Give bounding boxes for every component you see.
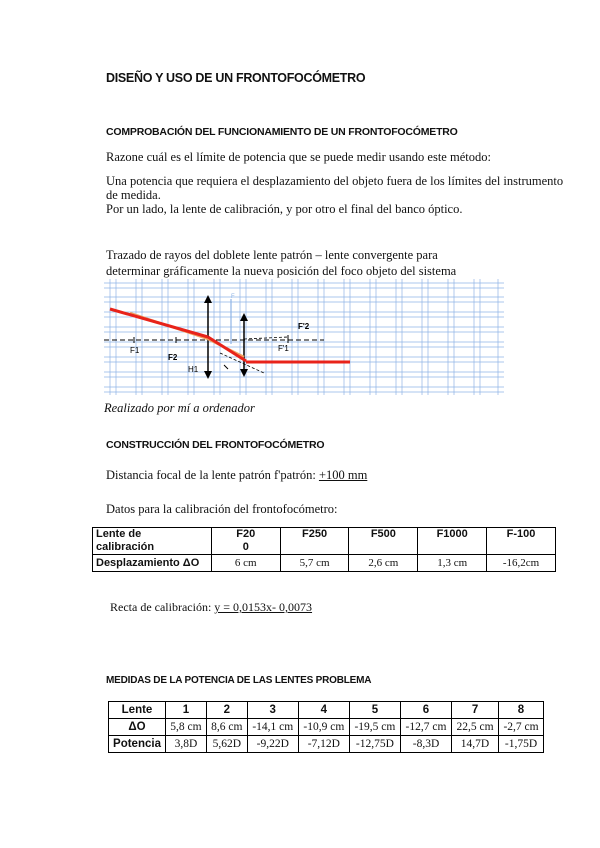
label-f: F (231, 294, 235, 300)
lens-number: 4 (298, 702, 349, 719)
delta-row (109, 719, 544, 736)
label-f1-prime: F'1 (278, 344, 289, 353)
lens-row (109, 702, 544, 719)
delta-cell: -14,1 cm (247, 719, 298, 736)
power-cell: -7,12D (298, 736, 349, 753)
page-title: DISEÑO Y USO DE UN FRONTOFOCÓMETRO (106, 71, 366, 85)
calibration-line-value: y = 0,0153x- 0,0073 (214, 600, 313, 614)
lens-number: 7 (452, 702, 499, 719)
section3-heading: MEDIDAS DE LA POTENCIA DE LAS LENTES PROBLEMA (106, 675, 372, 686)
delta-cell: 22,5 cm (452, 719, 499, 736)
calibration-line-label: Recta de calibración: (110, 600, 212, 614)
delta-cell: -10,9 cm (298, 719, 349, 736)
lens-number: 5 (349, 702, 400, 719)
calibration-value-row (93, 555, 556, 572)
calibration-cell: -16,2cm (487, 555, 556, 572)
focal-label: Distancia focal de la lente patrón f'patrón: (106, 468, 316, 482)
diagram-note: Realizado por mí a ordenador (104, 401, 255, 415)
section2-heading: CONSTRUCCIÓN DEL FRONTOFOCÓMETRO (106, 439, 325, 451)
calibration-cell: 2,6 cm (349, 555, 418, 572)
delta-cell: -12,7 cm (400, 719, 451, 736)
diagram-caption-line1: Trazado de rayos del doblete lente patrón – lente convergente para (106, 248, 438, 262)
lens-power-table (108, 701, 544, 753)
calibration-row-label-1: Lente de calibración (93, 528, 212, 555)
power-cell: 14,7D (452, 736, 499, 753)
calibration-header: F250 (280, 528, 349, 555)
calibration-header: F20 0 (211, 528, 280, 555)
label-f2: F2 (168, 353, 178, 362)
delta-cell: 8,6 cm (206, 719, 247, 736)
lens-row-label: Lente (109, 702, 166, 719)
label-f2-prime: F'2 (298, 322, 310, 331)
answer-line3: Por un lado, la lente de calibración, y por otro el final del banco óptico. (106, 202, 463, 216)
calibration-line (110, 600, 312, 614)
power-cell: 3,8D (166, 736, 207, 753)
delta-row-label: ΔO (109, 719, 166, 736)
power-cell: -12,75D (349, 736, 400, 753)
focal-distance-line (106, 468, 367, 482)
power-row (109, 736, 544, 753)
answer-line2: de medida. (106, 188, 161, 202)
ray-diagram-svg (104, 279, 504, 395)
calibration-row-label-2: Desplazamiento ΔO (93, 555, 212, 572)
calibration-table (92, 527, 556, 572)
lens-number: 6 (400, 702, 451, 719)
lens-number: 1 (166, 702, 207, 719)
focal-value: +100 mm (318, 468, 368, 482)
diagram-caption-line2: determinar gráficamente la nueva posición del foco objeto del sistema (106, 264, 457, 278)
calibration-header: F1000 (418, 528, 487, 555)
lens-number: 3 (247, 702, 298, 719)
lens-number: 2 (206, 702, 247, 719)
delta-cell: 5,8 cm (166, 719, 207, 736)
power-cell: -1,75D (499, 736, 544, 753)
lens-number: 8 (499, 702, 544, 719)
section1-heading: COMPROBACIÓN DEL FUNCIONAMIENTO DE UN FRONTOFOCÓMETRO (106, 126, 458, 138)
power-cell: -8,3D (400, 736, 451, 753)
delta-cell: -2,7 cm (499, 719, 544, 736)
calibration-header: F-100 (487, 528, 556, 555)
power-cell: 5,62D (206, 736, 247, 753)
answer-line1: Una potencia que requiera el desplazamiento del objeto fuera de los límites del instrumento (106, 174, 564, 188)
power-row-label: Potencia (109, 736, 166, 753)
question-text: Razone cuál es el límite de potencia que se puede medir usando este método: (106, 150, 491, 164)
calibration-cell: 5,7 cm (280, 555, 349, 572)
calibration-cell: 6 cm (211, 555, 280, 572)
calibration-cell: 1,3 cm (418, 555, 487, 572)
calibration-intro: Datos para la calibración del frontofocómetro: (106, 502, 338, 516)
power-cell: -9,22D (247, 736, 298, 753)
calibration-header-row (93, 528, 556, 555)
label-f1: F1 (130, 346, 140, 355)
delta-cell: -19,5 cm (349, 719, 400, 736)
calibration-header: F500 (349, 528, 418, 555)
ray-diagram (104, 279, 504, 395)
label-h1: H1 (188, 365, 199, 374)
